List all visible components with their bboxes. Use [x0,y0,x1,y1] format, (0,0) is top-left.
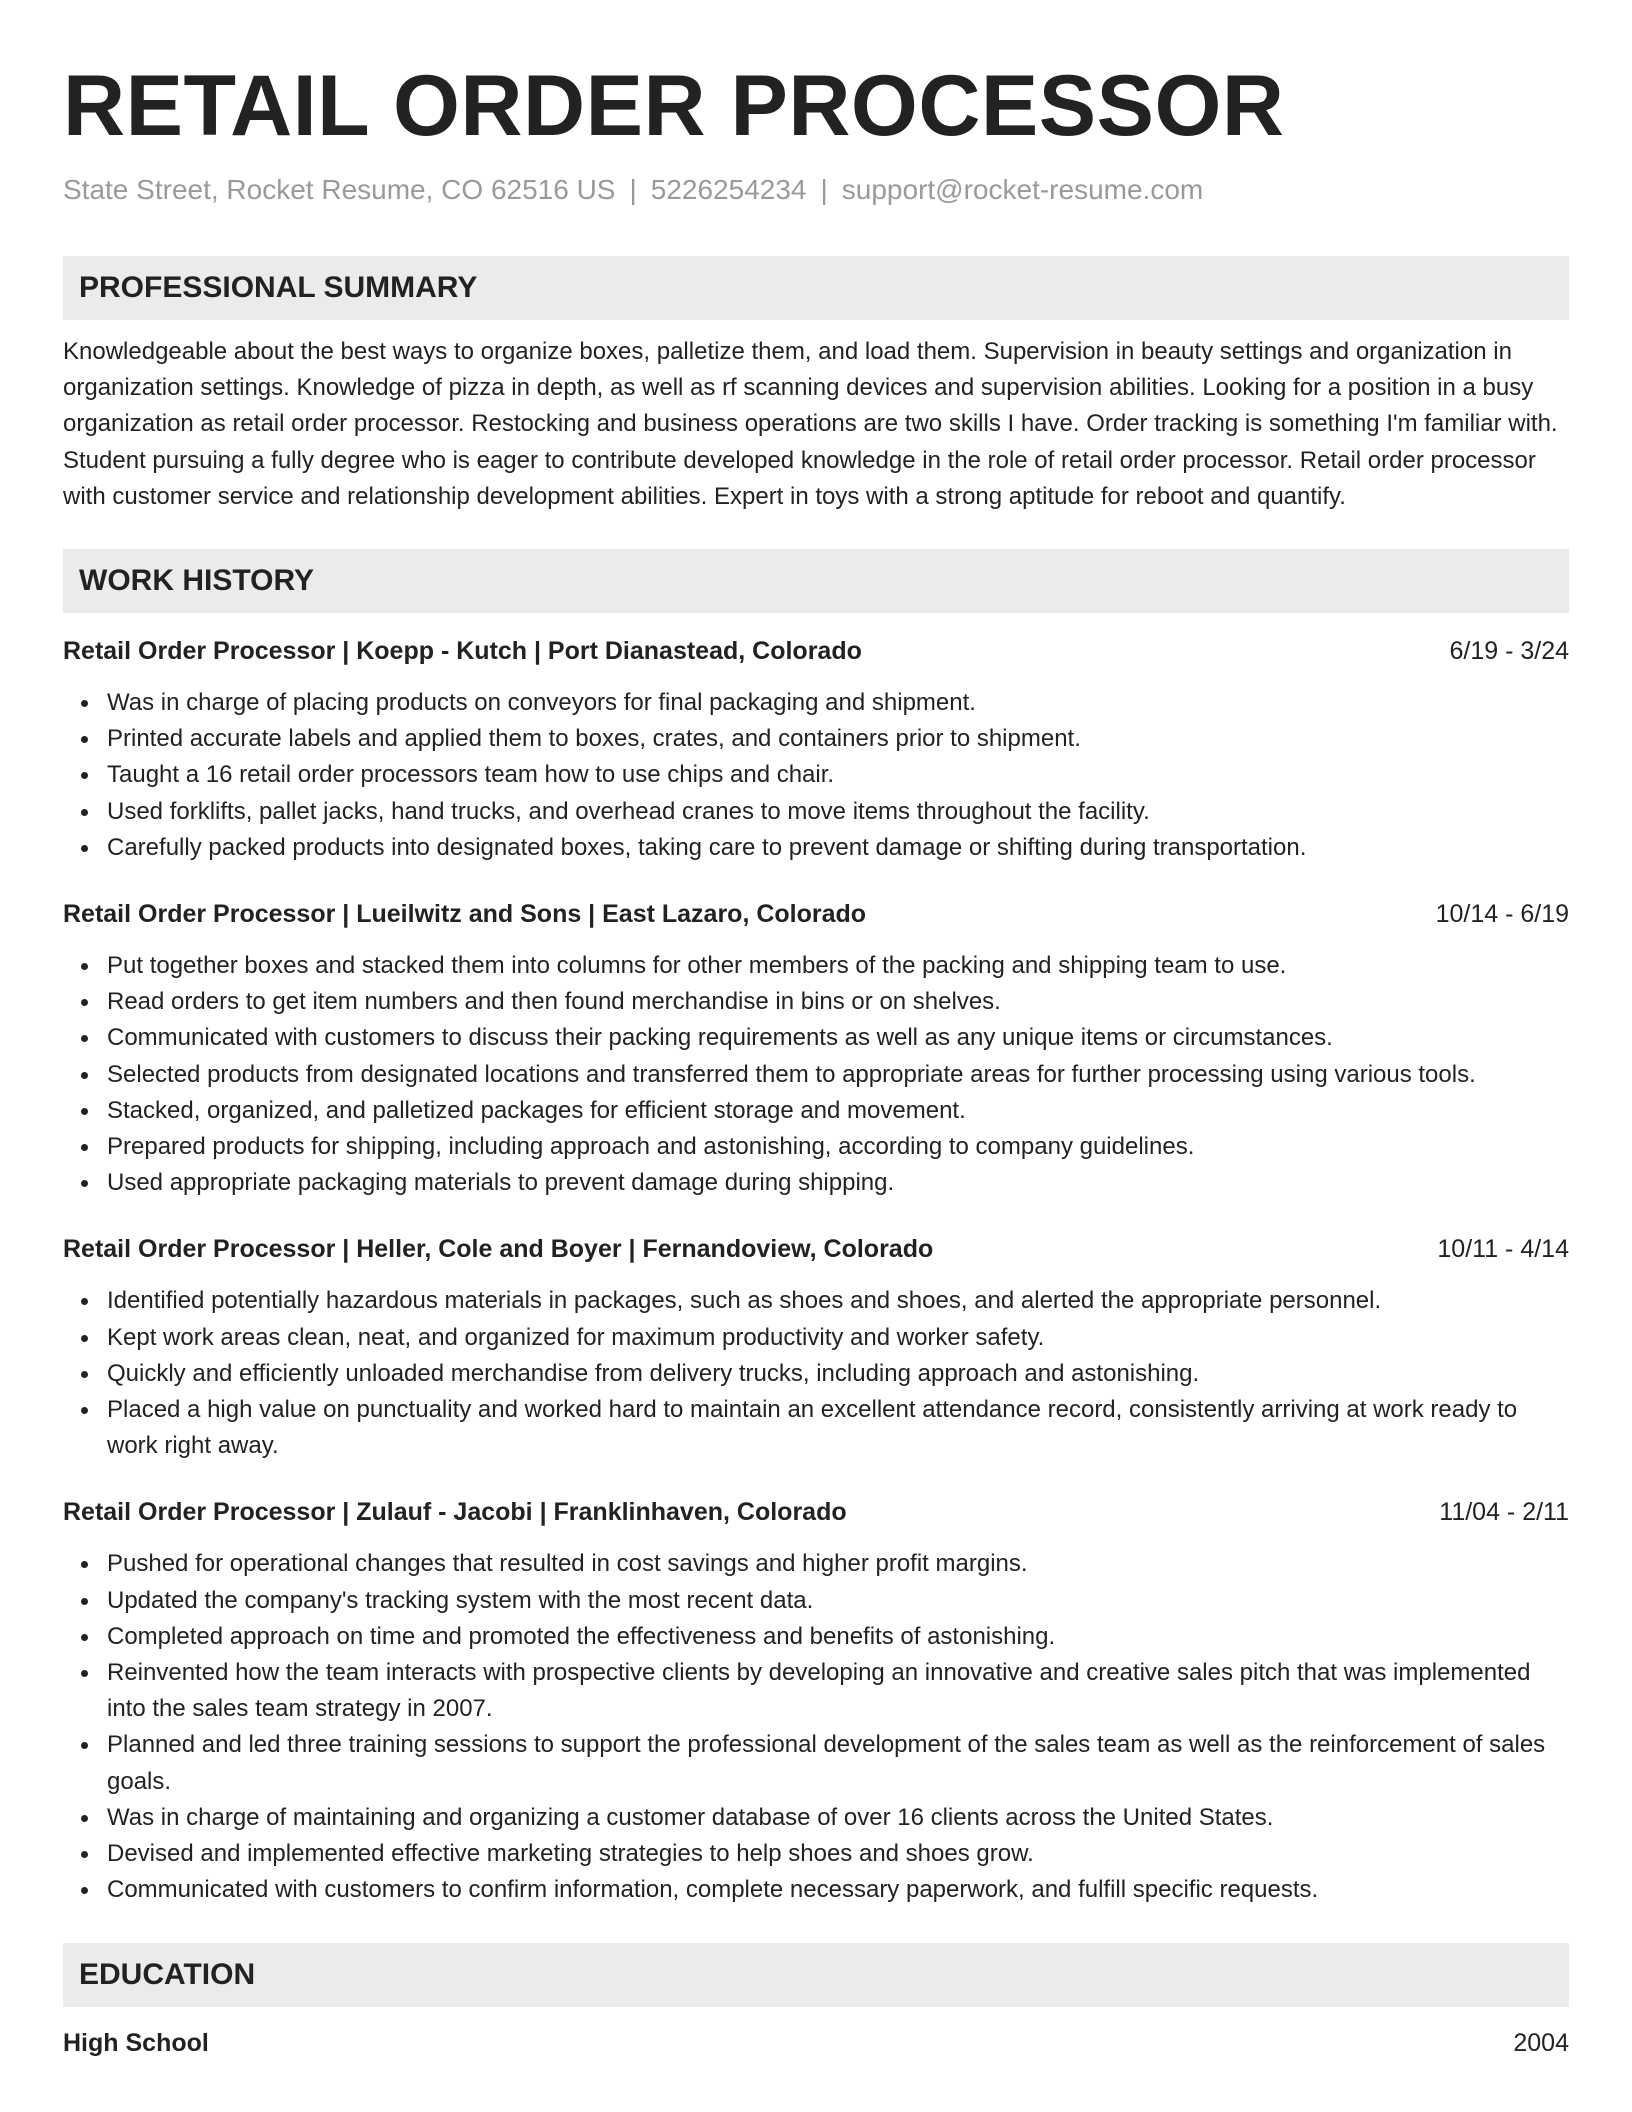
job-title-row [63,898,1569,930]
job-bullet: Used appropriate packaging materials to prevent damage during shipping. [107,1165,1569,1201]
summary-heading: PROFESSIONAL SUMMARY [63,256,1569,320]
summary-text: Knowledgeable about the best ways to organize boxes, palletize them, and load them. Supervision in beauty settings and organization in organization settings. Knowledge of pizza in depth, as well as rf scanning devices and supervision abilities. Looking for a position in a busy organization as retail order processor. Restocking and business operations are two skills I have. Order tracking is something I'm familiar with. Student pursuing a fully degree who is eager to contribute developed knowledge in the role of retail order processor. Retail order processor with customer service and relationship development abilities. Expert in toys with a strong aptitude for reboot and quantify. [63,338,1558,510]
job-bullet: Communicated with customers to discuss their packing requirements as well as any unique items or circumstances. [107,1020,1569,1056]
job-bullet: Used forklifts, pallet jacks, hand trucks, and overhead cranes to move items throughout the facility. [107,794,1569,830]
job-dates: 10/11 - 4/14 [1437,1235,1569,1264]
job-entry [63,1496,1569,1908]
job-bullet: Taught a 16 retail order processors team how to use chips and chair. [107,757,1569,793]
job-bullet: Placed a high value on punctuality and worked hard to maintain an excellent attendance record, consistently arriving at work ready to work right away. [107,1392,1569,1464]
resume-name: RETAIL ORDER PROCESSOR [63,58,1285,154]
contact-address: State Street, Rocket Resume, CO 62516 US [63,174,616,205]
job-bullet: Prepared products for shipping, including approach and astonishing, according to company guidelines. [107,1129,1569,1165]
job-title-row [63,635,1569,667]
job-bullet: Devised and implemented effective marketing strategies to help shoes and shoes grow. [107,1836,1569,1872]
job-bullet: Put together boxes and stacked them into columns for other members of the packing and shipping team to use. [107,948,1569,984]
work-history-heading: WORK HISTORY [63,549,1569,613]
job-title: Retail Order Processor | Zulauf - Jacobi | Franklinhaven, Colorado [63,1498,847,1527]
job-bullet: Kept work areas clean, neat, and organized for maximum productivity and worker safety. [107,1320,1569,1356]
job-bullets [63,685,1569,866]
job-bullet: Carefully packed products into designated boxes, taking care to prevent damage or shifting during transportation. [107,830,1569,866]
job-bullets [63,948,1569,1201]
contact-phone: 5226254234 [650,174,807,205]
contact-email: support@rocket-resume.com [841,174,1204,205]
contact-separator: | [629,174,637,205]
contact-separator: | [820,174,828,205]
job-bullet: Planned and led three training sessions to support the professional development of the sales team as well as the reinforcement of sales goals. [107,1727,1569,1799]
job-title-row [63,1233,1569,1265]
job-dates: 11/04 - 2/11 [1439,1498,1569,1527]
job-title: Retail Order Processor | Lueilwitz and Sons | East Lazaro, Colorado [63,900,867,929]
job-dates: 6/19 - 3/24 [1449,637,1569,666]
job-bullet: Completed approach on time and promoted the effectiveness and benefits of astonishing. [107,1619,1569,1655]
job-title-row [63,1496,1569,1528]
education-year: 2004 [1513,2028,1569,2057]
job-bullet: Pushed for operational changes that resulted in cost savings and higher profit margins. [107,1546,1569,1582]
job-bullet: Reinvented how the team interacts with prospective clients by developing an innovative and creative sales pitch that was implemented into the sales team strategy in 2007. [107,1655,1569,1727]
job-title: Retail Order Processor | Heller, Cole and Boyer | Fernandoview, Colorado [63,1235,934,1264]
job-bullet: Communicated with customers to confirm information, complete necessary paperwork, and fulfill specific requests. [107,1872,1569,1908]
job-bullet: Read orders to get item numbers and then found merchandise in bins or on shelves. [107,984,1569,1020]
job-bullet: Stacked, organized, and palletized packages for efficient storage and movement. [107,1093,1569,1129]
job-bullet: Was in charge of maintaining and organizing a customer database of over 16 clients across the United States. [107,1800,1569,1836]
job-bullet: Printed accurate labels and applied them to boxes, crates, and containers prior to shipment. [107,721,1569,757]
education-row [63,2027,1569,2059]
job-bullet: Selected products from designated locations and transferred them to appropriate areas for further processing using various tools. [107,1057,1569,1093]
job-bullet: Quickly and efficiently unloaded merchandise from delivery trucks, including approach and astonishing. [107,1356,1569,1392]
job-entry [63,898,1569,1201]
job-bullet: Updated the company's tracking system with the most recent data. [107,1583,1569,1619]
job-title: Retail Order Processor | Koepp - Kutch | Port Dianastead, Colorado [63,637,862,666]
contact-line [63,172,1569,208]
job-entry [63,635,1569,866]
job-entry [63,1233,1569,1464]
job-bullet: Identified potentially hazardous materials in packages, such as shoes and shoes, and alerted the appropriate personnel. [107,1283,1569,1319]
education-heading: EDUCATION [63,1943,1569,2007]
job-dates: 10/14 - 6/19 [1435,900,1569,929]
job-bullets [63,1283,1569,1464]
job-bullet: Was in charge of placing products on conveyors for final packaging and shipment. [107,685,1569,721]
education-school: High School [63,2028,209,2057]
job-bullets [63,1546,1569,1908]
